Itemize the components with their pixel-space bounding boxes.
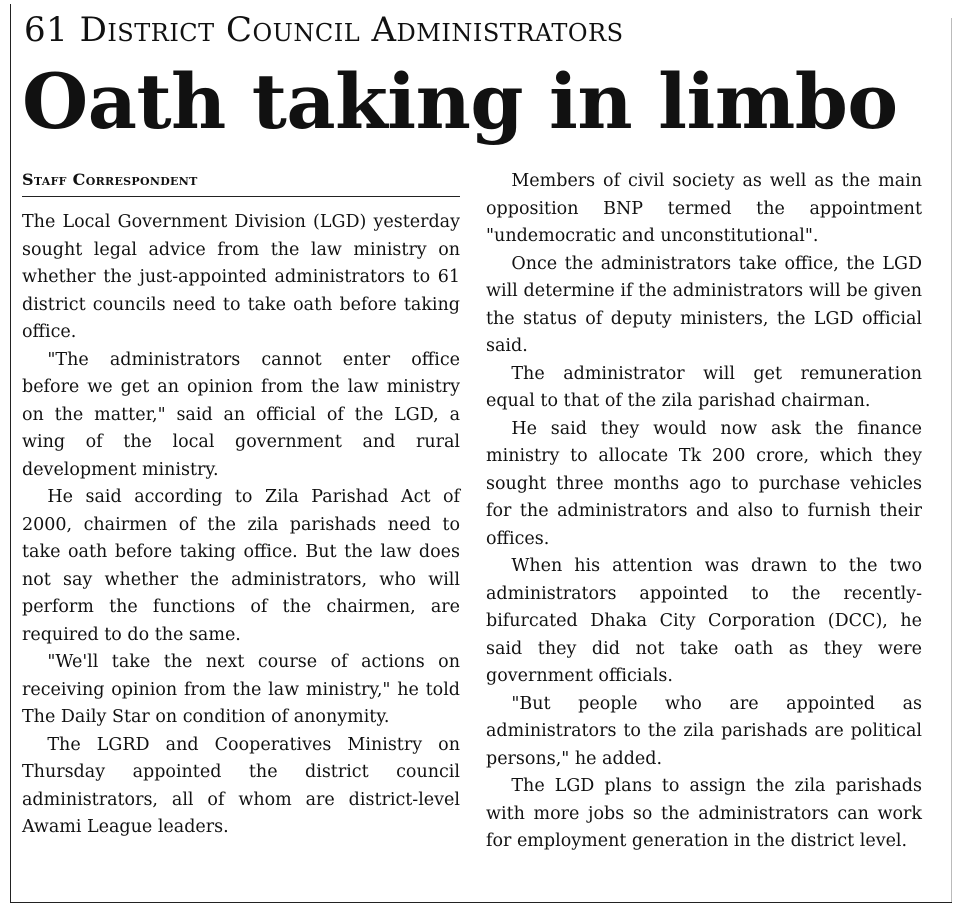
paragraph: The Local Government Division (LGD) yesterday sought legal advice from the law ministry on whether the just-appointed administrators to 61 district councils need to take oath before taking office. bbox=[22, 212, 460, 342]
kicker: 61 District Council Administrators bbox=[24, 10, 624, 50]
paragraph: The LGRD and Cooperatives Ministry on Thursday appointed the district council administrators, all of whom are district-level Awami League leaders. bbox=[22, 734, 460, 837]
right-column bbox=[486, 168, 922, 856]
paragraph: The administrator will get remuneration equal to that of the zila parishad chairman. bbox=[486, 363, 922, 411]
byline: Staff Correspondent bbox=[22, 168, 460, 197]
left-column-rule bbox=[10, 4, 11, 902]
right-edge-rule bbox=[951, 18, 952, 902]
paragraph: "But people who are appointed as administrators to the zila parishads are political persons," he added. bbox=[486, 693, 922, 769]
paragraph: He said they would now ask the finance ministry to allocate Tk 200 crore, which they sought three months ago to purchase vehicles for the administrators and also to furnish their offices. bbox=[486, 418, 922, 549]
paragraph: When his attention was drawn to the two administrators appointed to the recently-bifurcated Dhaka City Corporation (DCC), he said they did not take oath as they were government officials. bbox=[486, 556, 922, 686]
bottom-rule bbox=[10, 902, 952, 903]
paragraph: "The administrators cannot enter office before we get an opinion from the law ministry on the matter," said an official of the LGD, a wing of the local government and rural development ministry. bbox=[22, 349, 460, 480]
paragraph: Once the administrators take office, the LGD will determine if the administrators will be given the status of deputy ministers, the LGD official said. bbox=[486, 253, 922, 356]
left-column bbox=[22, 168, 460, 842]
paragraph: The LGD plans to assign the zila parishads with more jobs so the administrators can work for employment generation in the district level. bbox=[486, 776, 922, 851]
paragraph: "We'll take the next course of actions on receiving opinion from the law ministry," he told The Daily Star on condition of anonymity. bbox=[22, 652, 460, 727]
paragraph: Members of civil society as well as the main opposition BNP termed the appointment "undemocratic and unconstitutional". bbox=[486, 171, 922, 246]
headline: Oath taking in limbo bbox=[22, 57, 898, 146]
paragraph: He said according to Zila Parishad Act of 2000, chairmen of the zila parishads need to take oath before taking office. But the law does not say whether the administrators, who will perform the functions of the chairmen, are required to do the same. bbox=[22, 487, 460, 645]
